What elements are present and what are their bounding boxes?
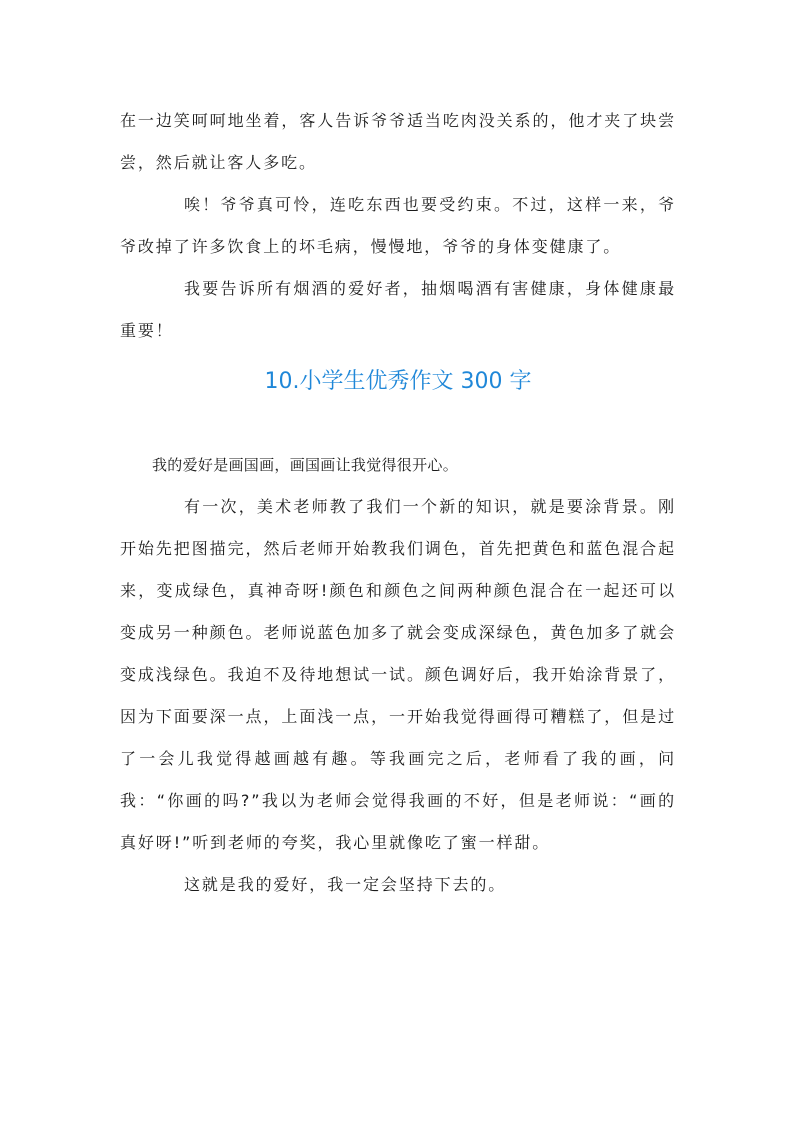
paragraph-grandpa-pity: 唉！爷爷真可怜，连吃东西也要受约束。不过，这样一来，爷爷改掉了许多饮食上的坏毛病，慢慢地，爷爷的身体变健康了。 [120,195,676,256]
essay-paragraph-story: 有一次，美术老师教了我们一个新的知识，就是要涂背景。刚开始先把图描完，然后老师开始教我们调色，首先把黄色和蓝色混合起来，变成绿色，真神奇呀!颜色和颜色之间两种颜色混合在一起还可以变成另一种颜色。老师说蓝色加多了就会变成深绿色，黄色加多了就会变成浅绿色。我迫不及待地想试一试。颜色调好后，我开始涂背景了，因为下面要深一点，上面浅一点，一开始我觉得画得可糟糕了，但是过了一会儿我觉得越画越有趣。等我画完之后，老师看了我的画，问我：“你画的吗?”我以为老师会觉得我画的不好，但是老师说：“画的真好呀!”听到老师的夸奖，我心里就像吃了蜜一样甜。 [120,497,676,852]
document-page [120,100,676,906]
essay-title: 10.小学生优秀作文 300 字 [264,369,532,394]
essay-paragraph-hobby: 我的爱好是画国画，画国画让我觉得很开心。 [152,456,459,474]
essay-paragraph-conclusion: 这就是我的爱好，我一定会坚持下去的。 [184,875,507,894]
paragraph-previous-ending: 在一边笑呵呵地坐着，客人告诉爷爷适当吃肉没关系的，他才夹了块尝尝，然后就让客人多吃。 [120,111,676,172]
paragraph-health-advice: 我要告诉所有烟酒的爱好者，抽烟喝酒有害健康，身体健康最重要！ [120,279,676,340]
